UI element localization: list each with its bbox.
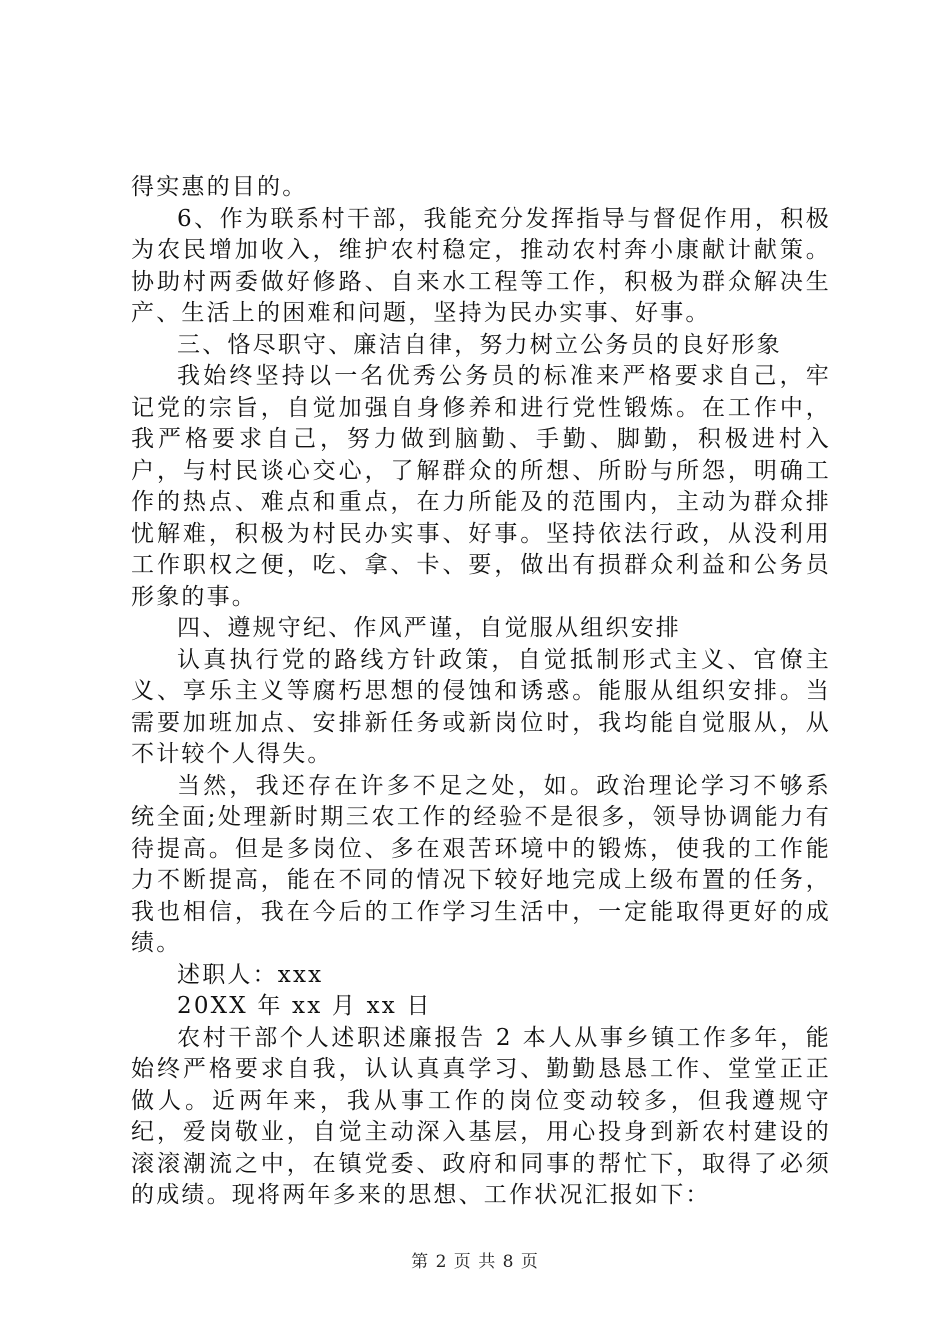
signature-line: 述职人：xxx bbox=[177, 961, 324, 988]
paragraph-section-4-body: 认真执行党的路线方针政策，自觉抵制形式主义、官僚主义、享乐主义等腐朽思想的侵蚀和诱惑。能服从组织安排。当需要加班加点、安排新任务或新岗位时，我均能自觉服从，从不计较个人得失。 bbox=[131, 646, 831, 767]
section-heading-4: 四、遵规守纪、作风严谨，自觉服从组织安排 bbox=[177, 615, 681, 641]
page-footer: 第 2 页 共 8 页 bbox=[411, 1252, 539, 1272]
paragraph-item-6: 6、作为联系村干部，我能充分发挥指导与督促作用，积极为农民增加收入，维护农村稳定，推动农村奔小康献计献策。协助村两委做好修路、自来水工程等工作，积极为群众解决生产、生活上的困难和问题，坚持为民办实事、好事。 bbox=[131, 205, 831, 326]
paragraph-shortcomings: 当然，我还存在许多不足之处，如。政治理论学习不够系统全面;处理新时期三农工作的经验不是很多，领导协调能力有待提高。但是多岗位、多在艰苦环境中的锻炼，使我的工作能力不断提高，能在不同的情况下较好地完成上级布置的任务，我也相信，我在今后的工作学习生活中，一定能取得更好的成绩。 bbox=[131, 772, 831, 956]
paragraph-report-2-intro: 农村干部个人述职述廉报告 2 本人从事乡镇工作多年，能始终严格要求自我，认认真真学习、勤勤恳恳工作、堂堂正正做人。近两年来，我从事工作的岗位变动较多，但我遵规守纪，爱岗敬业，自觉主动深入基层，用心投身到新农村建设的滚滚潮流之中，在镇党委、政府和同事的帮忙下，取得了必须的成绩。现将两年多来的思想、工作状况汇报如下： bbox=[131, 1024, 831, 1208]
section-heading-3: 三、恪尽职守、廉洁自律，努力树立公务员的良好形象 bbox=[177, 331, 782, 358]
date-line: 20XX 年 xx 月 xx 日 bbox=[177, 993, 432, 1019]
document-body bbox=[131, 172, 831, 1212]
paragraph-continuation: 得实惠的目的。 bbox=[131, 174, 308, 200]
paragraph-section-3-body: 我始终坚持以一名优秀公务员的标准来严格要求自己，牢记党的宗旨，自觉加强自身修养和进行党性锻炼。在工作中，我严格要求自己，努力做到脑勤、手勤、脚勤，积极进村入户，与村民谈心交心，了解群众的所想、所盼与所怨，明确工作的热点、难点和重点，在力所能及的范围内，主动为群众排忧解难，积极为村民办实事、好事。坚持依法行政，从没利用工作职权之便，吃、拿、卡、要，做出有损群众利益和公务员形象的事。 bbox=[131, 363, 831, 610]
